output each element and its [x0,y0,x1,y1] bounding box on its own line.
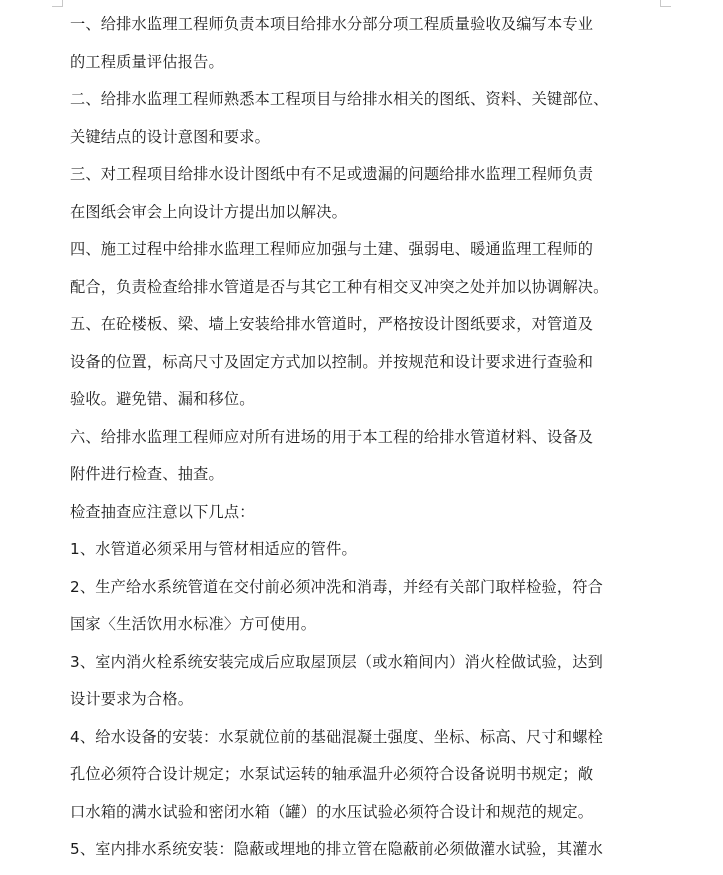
text-line: 2、生产给水系统管道在交付前必须冲洗和消毒，并经有关部门取样检验，符合 [70,577,604,596]
text-line: 附件进行检查、抽查。 [70,465,224,483]
text-line: 三、对工程项目给排水设计图纸中有不足或遗漏的问题给排水监理工程师负责 [70,165,594,183]
text-line: 3、室内消火栓系统安装完成后应取屋顶层（或水箱间内）消火栓做试验，达到 [70,652,604,671]
text-line: 设计要求为合格。 [70,690,194,708]
text-line: 1、水管道必须采用与管材相适应的管件。 [70,540,357,558]
text-line: 四、施工过程中给排水监理工程师应加强与土建、强弱电、暖通监理工程师的 [70,240,594,258]
text-line: 国家〈生活饮用水标准〉方可使用。 [70,615,317,633]
text-line: 检查抽查应注意以下几点： [70,502,255,521]
text-line: 五、在砼楼板、梁、墙上安装给排水管道时，严格按设计图纸要求，对管道及 [70,315,594,333]
text-line: 验收。避免错、漏和移位。 [70,390,255,408]
text-line: 在图纸会审会上向设计方提出加以解决。 [70,202,347,221]
document-body [70,6,660,869]
text-line: 二、给排水监理工程师熟悉本工程项目与给排水相关的图纸、资料、关键部位、 [70,90,609,108]
text-line: 配合，负责检查给排水管道是否与其它工种有相交叉冲突之处并加以协调解决。 [70,277,609,296]
margin-mark-top-right [660,0,671,7]
text-line: 4、给水设备的安装：水泵就位前的基础混凝土强度、坐标、标高、尺寸和螺栓 [70,727,604,746]
text-line: 孔位必须符合设计规定；水泵试运转的轴承温升必须符合设备说明书规定；敞 [70,765,594,783]
text-line: 一、给排水监理工程师负责本项目给排水分部分项工程质量验收及编写本专业 [70,15,594,33]
text-line: 设备的位置，标高尺寸及固定方式加以控制。并按规范和设计要求进行查验和 [70,352,594,371]
text-line: 六、给排水监理工程师应对所有进场的用于本工程的给排水管道材料、设备及 [70,427,594,446]
text-line: 5、室内排水系统安装：隐蔽或埋地的排立管在隐蔽前必须做灌水试验，其灌水 [70,840,604,858]
margin-mark-top-left [52,0,63,7]
text-line: 口水箱的满水试验和密闭水箱（罐）的水压试验必须符合设计和规范的规定。 [70,802,594,821]
text-line: 的工程质量评估报告。 [70,52,224,71]
text-line: 关键结点的设计意图和要求。 [70,127,271,146]
